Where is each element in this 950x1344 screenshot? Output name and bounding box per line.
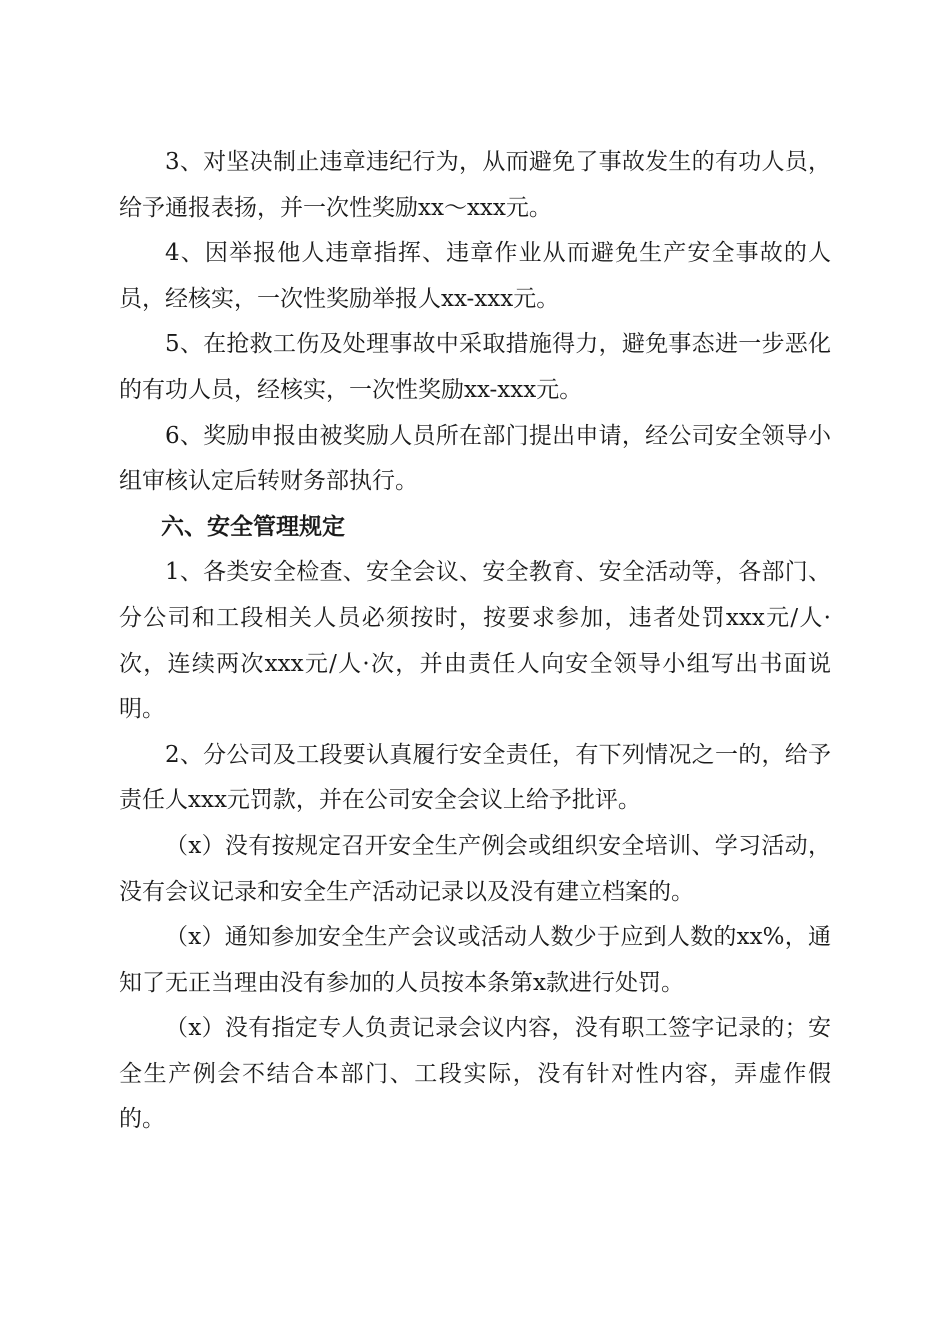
sub-item-1: （x）没有按规定召开安全生产例会或组织安全培训、学习活动，没有会议记录和安全生产活动记录以及没有建立档案的。: [119, 832, 831, 905]
paragraph-reward-3: 3、对坚决制止违章违纪行为，从而避免了事故发生的有功人员，给予通报表扬，并一次性奖励xx～xxx元。: [119, 149, 831, 221]
paragraph-rule-2: 2、分公司及工段要认真履行安全责任，有下列情况之一的，给予责任人xxx元罚款，并在公司安全会议上给予批评。: [119, 741, 831, 814]
paragraph-reward-6: 6、奖励申报由被奖励人员所在部门提出申请，经公司安全领导小组审核认定后转财务部执行。: [119, 422, 831, 495]
paragraph-rule-1: 1、各类安全检查、安全会议、安全教育、安全活动等，各部门、分公司和工段相关人员必须按时，按要求参加，违者处罚xxx元/人·次，连续两次xxx元/人·次，并由责任人向安全领导小组写出书面说明。: [119, 559, 831, 723]
paragraph-reward-4: 4、因举报他人违章指挥、违章作业从而避免生产安全事故的人员，经核实，一次性奖励举报人xx-xxx元。: [119, 240, 831, 312]
sub-item-3: （x）没有指定专人负责记录会议内容，没有职工签字记录的；安全生产例会不结合本部门、工段实际，没有针对性内容，弄虚作假的。: [119, 1015, 831, 1133]
paragraph-reward-5: 5、在抢救工伤及处理事故中采取措施得力，避免事态进一步恶化的有功人员，经核实，一次性奖励xx-xxx元。: [119, 331, 831, 403]
sub-item-2: （x）通知参加安全生产会议或活动人数少于应到人数的xx%，通知了无正当理由没有参加的人员按本条第x款进行处罚。: [119, 924, 831, 996]
document-body: [119, 140, 831, 1143]
section-heading: 六、安全管理规定: [161, 513, 345, 540]
